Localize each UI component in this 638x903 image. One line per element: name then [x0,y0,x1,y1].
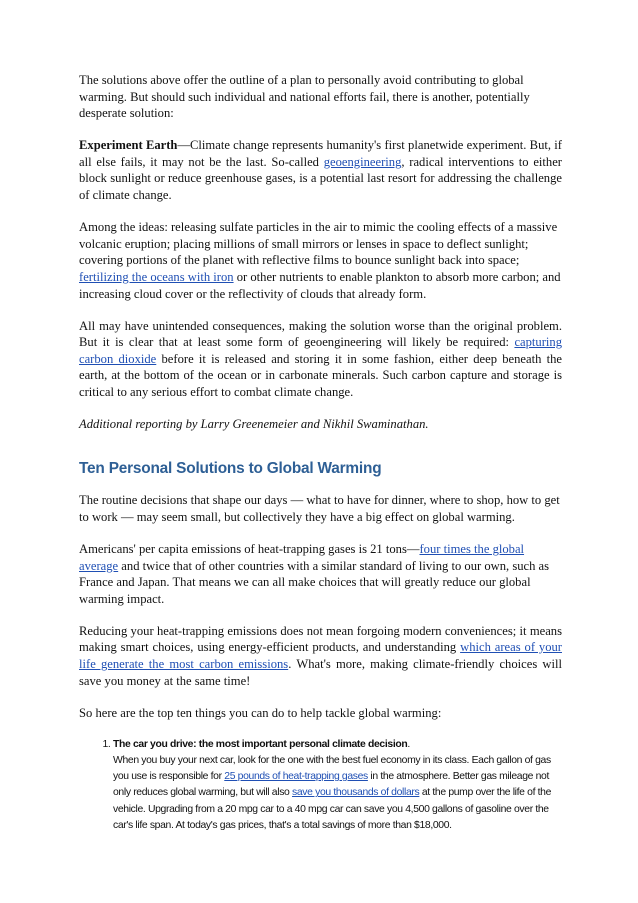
paragraph-text: The solutions above offer the outline of a plan to personally avoid contributing to global warming. But should such individual and national efforts fail, there is another, potentially desperate solution: [79,73,530,121]
four-times-average-link[interactable]: four times the global average [79,541,525,573]
section-heading: Ten Personal Solutions to Global Warming [79,459,382,477]
paragraph-per-capita [79,541,562,607]
paragraph-text: before it is released and storing it in some fashion, either deep beneath the earth, at the bottom of the ocean or in carbonate minerals. Such carbon capture and storage is critical to any serious effort to combat climate change. [79,351,562,399]
solutions-list [79,737,562,834]
paragraph-text: or other nutrients to enable plankton to absorb more carbon; and increasing cloud cover or the reflectivity of clouds that already form. [79,269,561,301]
paragraph-text: So here are the top ten things you can do to help tackle global warming: [79,705,442,720]
paragraph-text: Reducing your heat-trapping emissions does not mean forgoing modern conveniences; it means making smart choices, using energy-efficient products, and understanding [79,623,562,655]
list-item-title-end: . [407,738,410,750]
fertilizing-oceans-link[interactable]: fertilizing the oceans with iron [79,269,234,284]
paragraph-text: Americans' per capita emissions of heat-trapping gases is 21 tons— [79,541,420,556]
heat-trapping-gases-link[interactable]: 25 pounds of heat-trapping gases [224,771,368,783]
paragraph-text: All may have unintended consequences, making the solution worse than the original problem. But it is clear that at least some form of geoengineering will likely be required: [79,318,562,350]
paragraph-experiment-earth [79,137,562,203]
paragraph-text: , radical interventions to either block sunlight or reduce greenhouse gases, is a potential last resort for addressing the challenge of climate change. [79,154,562,203]
paragraph-top-ten-intro [79,705,562,722]
experiment-earth-lead: Experiment Earth [79,138,178,153]
list-item [113,737,562,834]
paragraph-solutions-outline [79,72,562,122]
list-item-title: The car you drive: the most important personal climate decision [113,738,408,750]
which-areas-link[interactable]: which areas of your life generate the most carbon emissions [79,640,562,672]
paragraph-routine-decisions [79,492,562,525]
paragraph-text: —Climate change represents humanity's first planetwide experiment. But, if all else fails, it may not be the last. So-called [79,138,562,169]
list-item-text: at the pump over the life of the vehicle. Upgrading from a 20 mpg car to a 40 mpg car can save you 4,500 gallons of gasoline over the car's life span. At today's gas prices, that's a total savings of more than $18,000. [113,787,552,831]
list-item-text: When you buy your next car, look for the one with the best fuel economy in its class. Each gallon of gas you use is responsible for [113,755,551,783]
paragraph-text: . What's more, making climate-friendly choices will save you money at the same time! [79,657,563,688]
geoengineering-link[interactable]: geoengineering [323,154,402,169]
paragraph-text: and twice that of other countries with a similar standard of living to our own, such as France and Japan. That means we can all make choices that will greatly reduce our global warming impact. [79,558,550,606]
paragraph-reducing-emissions [79,623,562,689]
save-thousands-link[interactable]: save you thousands of dollars [292,787,420,799]
credit-text: Additional reporting by Larry Greenemeier and Nikhil Swaminathan. [79,417,429,432]
paragraph-consequences [79,318,562,401]
paragraph-ideas [79,219,562,302]
paragraph-text: Among the ideas: releasing sulfate particles in the air to mimic the cooling effects of a massive volcanic eruption; placing millions of small mirrors or lenses in space to deflect sunlight; covering portions of the planet with reflective films to bounce sunlight back into space; [79,220,558,268]
paragraph-text: The routine decisions that shape our days — what to have for dinner, where to shop, how to get to work — may seem small, but collectively they have a big effect on global warming. [79,493,560,524]
reporting-credit [79,416,562,433]
capturing-carbon-link[interactable]: capturing carbon dioxide [79,335,562,366]
list-item-text: in the atmosphere. Better gas mileage not only reduces global warming, but will also [113,771,549,799]
